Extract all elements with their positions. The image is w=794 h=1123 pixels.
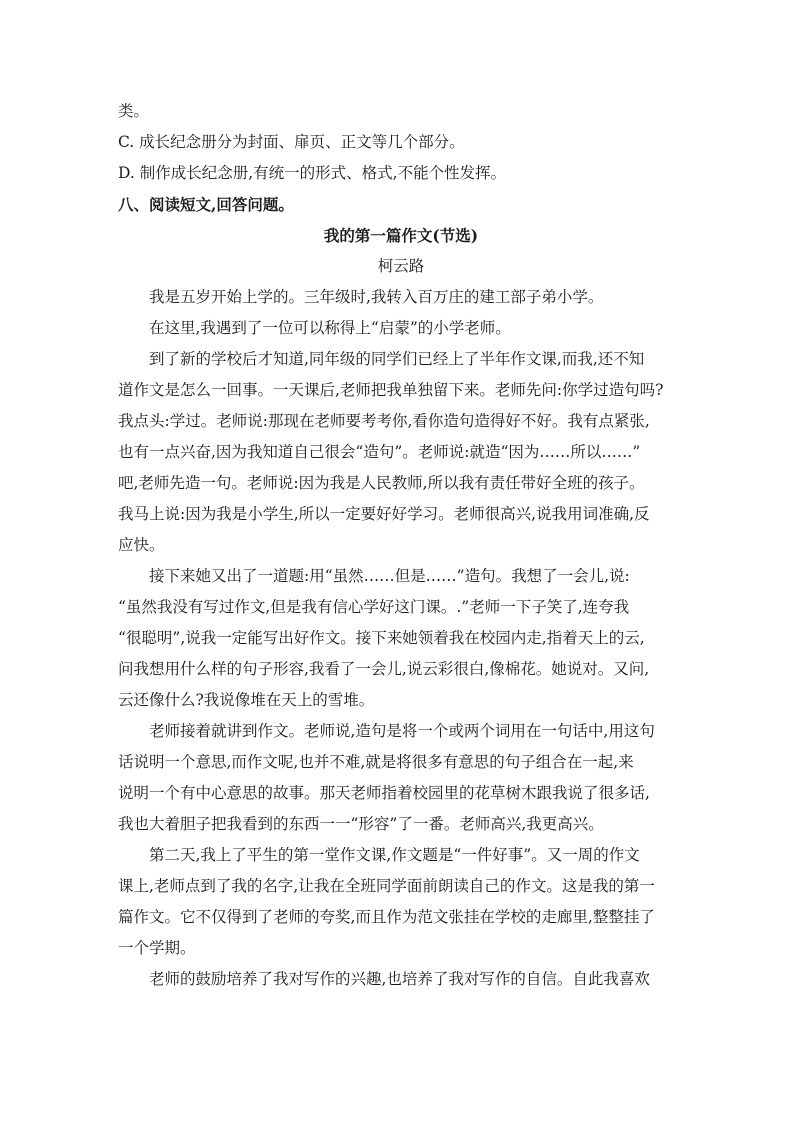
paragraph-line: 我点头:学过。老师说:那现在老师要考考你,看你造句造得好不好。我有点紧张, <box>118 412 650 430</box>
paragraph-line: “虽然我没有写过作文,但是我有信心学好这门课。.”老师一下子笑了,连夸我 <box>118 598 630 616</box>
paragraph-line: 第二天,我上了平生的第一堂作文课,作文题是“一件好事”。又一周的作文 <box>149 846 640 864</box>
paragraph-line: 到了新的学校后才知道,同年级的同学们已经上了半年作文课,而我,还不知 <box>149 350 645 368</box>
article-paragraph <box>118 840 684 964</box>
section-heading: 八、阅读短文,回答问题。 <box>118 195 294 214</box>
paragraph-line: 课上,老师点到了我的名字,让我在全班同学面前朗读自己的作文。这是我的第一 <box>118 877 655 895</box>
paragraph-line: 问我想用什么样的句子形容,我看了一会儿,说云彩很白,像棉花。她说对。又问, <box>118 660 650 678</box>
paragraph-line: 我是五岁开始上学的。三年级时,我转入百万庄的建工部子弟小学。 <box>149 288 604 306</box>
article-paragraph <box>118 964 684 995</box>
article-paragraph <box>118 561 684 716</box>
paragraph-line: 话说明一个意思,而作文呢,也并不难,就是将很多有意思的句子组合在一起,来 <box>118 753 634 771</box>
paragraph-line: 说明一个有中心意思的故事。那天老师指着校园里的花草树木跟我说了很多话, <box>118 784 650 802</box>
paragraph-line: 一个学期。 <box>118 939 196 957</box>
article-author: 柯云路 <box>377 257 425 275</box>
article-title: 我的第一篇作文(节选) <box>323 226 479 245</box>
paragraph-line: 在这里,我遇到了一位可以称得上“启蒙”的小学老师。 <box>149 319 511 337</box>
paragraph-line: 老师的鼓励培养了我对写作的兴趣,也培养了我对写作的自信。自此我喜欢 <box>149 970 650 988</box>
document-page <box>118 96 684 995</box>
paragraph-line: “很聪明”,说我一定能写出好作文。接下来她领着我在校园内走,指着天上的云, <box>118 629 645 647</box>
article-paragraph <box>118 344 684 561</box>
article-paragraph <box>118 716 684 840</box>
option-c: C. 成长纪念册分为封面、扉页、正文等几个部分。 <box>118 133 465 151</box>
paragraph-line: 也有一点兴奋,因为我知道自己很会“造句”。老师说:就造“因为……所以……” <box>118 443 641 461</box>
paragraph-line: 我马上说:因为我是小学生,所以一定要好好学习。老师很高兴,说我用词准确,反 <box>118 505 650 523</box>
article-paragraph <box>118 282 684 313</box>
article-body <box>118 282 684 995</box>
option-b-continuation: 类。 <box>118 102 150 120</box>
article-paragraph <box>118 313 684 344</box>
paragraph-line: 云还像什么?我说像堆在天上的雪堆。 <box>118 691 375 709</box>
paragraph-line: 接下来她又出了一道题:用“虽然……但是……”造句。我想了一会儿,说: <box>149 567 630 585</box>
paragraph-line: 应快。 <box>118 536 165 554</box>
paragraph-line: 吧,老师先造一句。老师说:因为我是人民教师,所以我有责任带好全班的孩子。 <box>118 474 645 492</box>
paragraph-line: 我也大着胆子把我看到的东西一一“形容”了一番。老师高兴,我更高兴。 <box>118 815 604 833</box>
option-d: D. 制作成长纪念册,有统一的形式、格式,不能个性发挥。 <box>118 164 507 182</box>
paragraph-line: 老师接着就讲到作文。老师说,造句是将一个或两个词用在一句话中,用这句 <box>149 722 655 740</box>
paragraph-line: 篇作文。它不仅得到了老师的夸奖,而且作为范文张挂在学校的走廊里,整整挂了 <box>118 908 655 926</box>
paragraph-line: 道作文是怎么一回事。一天课后,老师把我单独留下来。老师先问:你学过造句吗? <box>118 381 664 399</box>
